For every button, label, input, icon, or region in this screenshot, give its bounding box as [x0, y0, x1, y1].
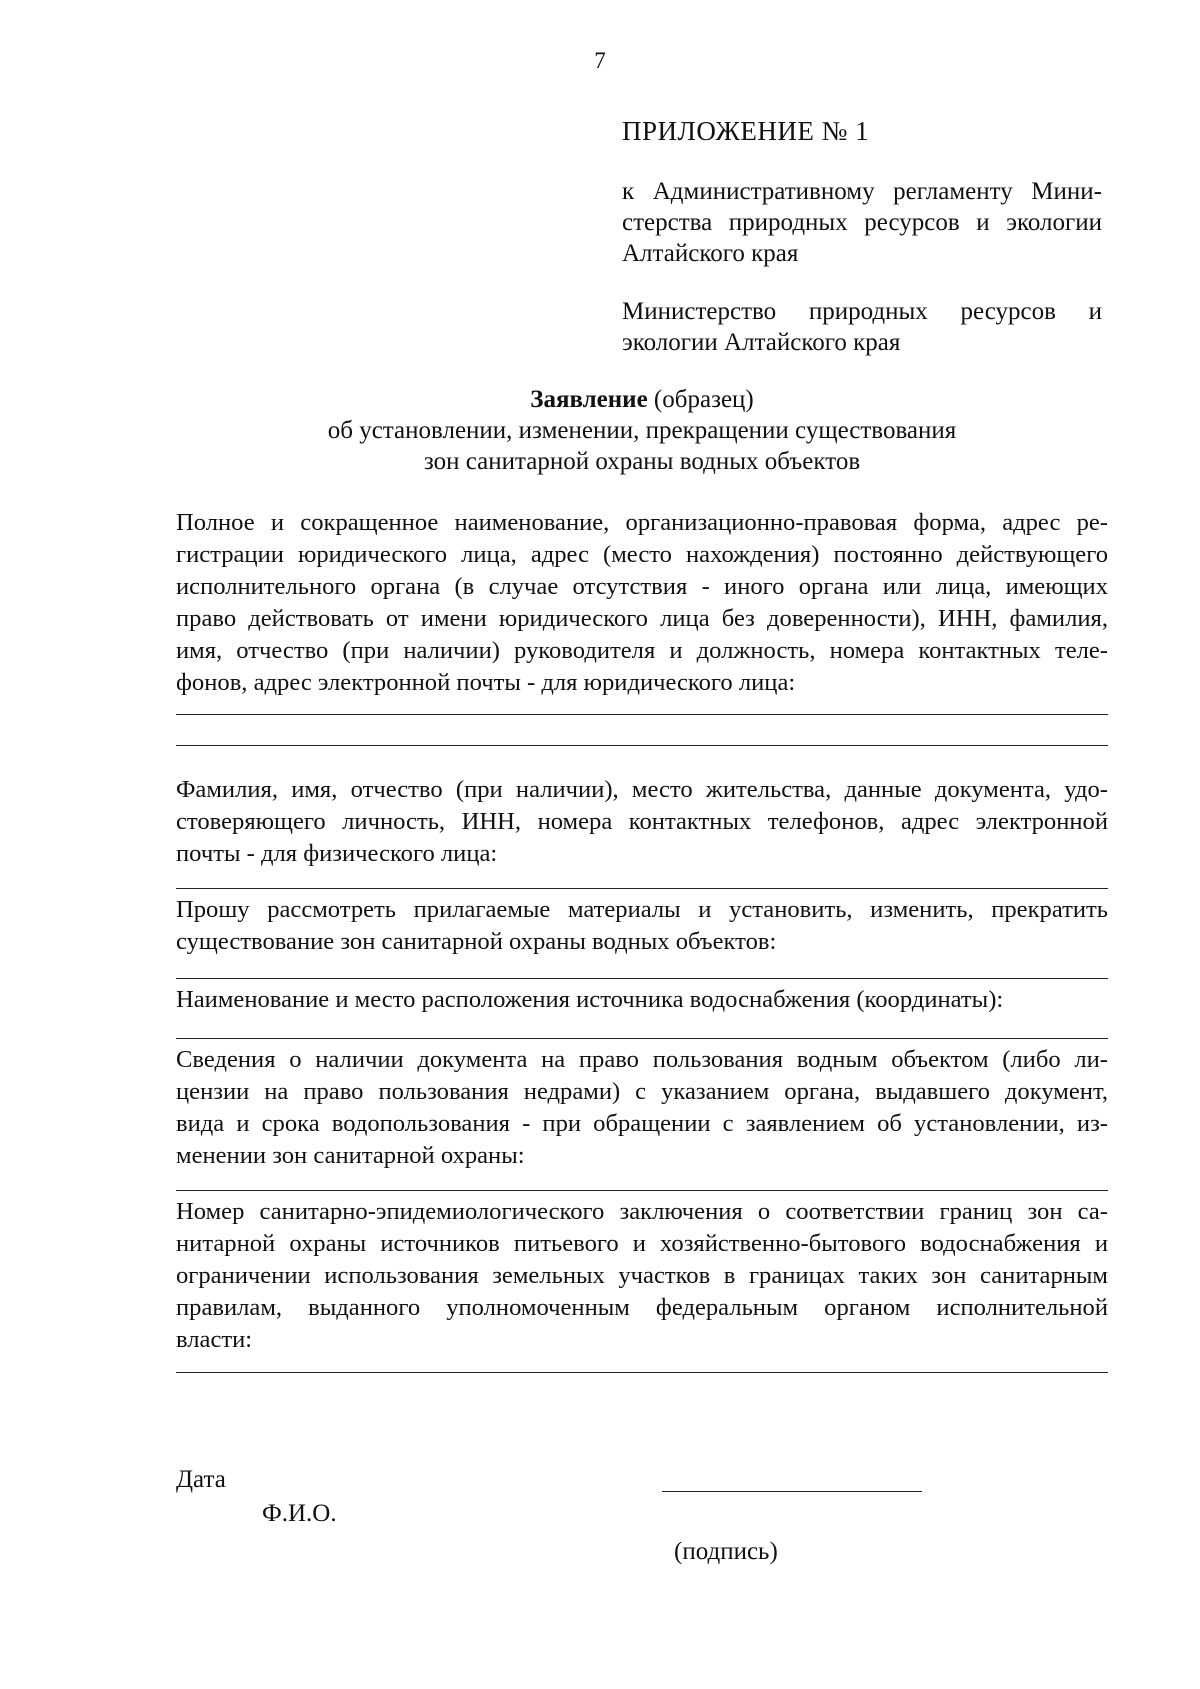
- text-line: правилам, выданного уполномоченным федеральным органом исполнительной: [176, 1294, 1108, 1321]
- regulation-line: к Административному регламенту Мини-: [622, 178, 1102, 205]
- fill-in-line: [176, 1372, 1108, 1373]
- page-number: 7: [594, 48, 606, 73]
- date-label: Дата: [176, 1466, 226, 1493]
- annex-regulation-reference: [622, 176, 1102, 269]
- regulation-line: Алтайского края: [622, 240, 799, 267]
- text-line: власти:: [176, 1326, 253, 1353]
- request-section: [176, 894, 1108, 958]
- text-line: Наименование и место расположения источника водоснабжения (координаты):: [176, 986, 1004, 1013]
- text-line: нитарной охраны источников питьевого и хозяйственно-бытового водоснабжения и: [176, 1230, 1108, 1257]
- recipient-line: Министерство природных ресурсов и: [622, 298, 1102, 325]
- heading-line-1: [176, 384, 1108, 415]
- text-line: Сведения о наличии документа на право пользования водным объектом (либо ли-: [176, 1046, 1108, 1073]
- text-line: менении зон санитарной охраны:: [176, 1142, 525, 1169]
- document-info-section: [176, 1044, 1108, 1172]
- name-label: Ф.И.О.: [262, 1500, 337, 1527]
- legal-entity-section: [176, 507, 1108, 699]
- conclusion-section: [176, 1196, 1108, 1356]
- fill-in-line: [176, 714, 1108, 715]
- text-line: вида и срока водопользования - при обращении с заявлением об установлении, из-: [176, 1110, 1108, 1137]
- text-line: исполнительного органа (в случае отсутствия - иного органа или лица, имеющих: [176, 573, 1108, 600]
- fill-in-line: [176, 978, 1108, 979]
- text-line: цензии на право пользования недрами) с указанием органа, выдавшего документ,: [176, 1078, 1108, 1105]
- heading-suffix: (образец): [647, 386, 754, 413]
- text-line: стоверяющего личность, ИНН, номера контактных телефонов, адрес электронной: [176, 808, 1108, 835]
- annex-title: ПРИЛОЖЕНИЕ № 1: [622, 116, 870, 146]
- text-line: имя, отчество (при наличии) руководителя и должность, номера контактных теле-: [176, 637, 1108, 664]
- fill-in-line: [176, 888, 1108, 889]
- text-line: право действовать от имени юридического лица без доверенности), ИНН, фамилия,: [176, 605, 1108, 632]
- fill-in-line: [176, 1038, 1108, 1039]
- individual-section: [176, 774, 1108, 870]
- signature-caption: (подпись): [674, 1538, 778, 1565]
- text-line: Номер санитарно-эпидемиологического заключения о соответствии границ зон са-: [176, 1198, 1108, 1225]
- recipient-line: экологии Алтайского края: [622, 329, 901, 356]
- text-line: почты - для физического лица:: [176, 840, 498, 867]
- text-line: Полное и сокращенное наименование, организационно-правовая форма, адрес ре-: [176, 509, 1108, 536]
- source-section: [176, 984, 1108, 1016]
- text-line: ограничении использования земельных участков в границах таких зон санитарным: [176, 1262, 1108, 1289]
- text-line: фонов, адрес электронной почты - для юридического лица:: [176, 669, 796, 696]
- text-line: гистрации юридического лица, адрес (место нахождения) постоянно действующего: [176, 541, 1108, 568]
- document-heading: [176, 384, 1108, 477]
- heading-line-2: об установлении, изменении, прекращении существования: [327, 417, 957, 444]
- heading-line-3: зон санитарной охраны водных объектов: [423, 448, 861, 475]
- signature-line: [662, 1491, 922, 1492]
- text-line: существование зон санитарной охраны водных объектов:: [176, 928, 777, 955]
- text-line: Фамилия, имя, отчество (при наличии), место жительства, данные документа, удо-: [176, 776, 1108, 803]
- fill-in-line: [176, 745, 1108, 746]
- heading-bold: Заявление: [530, 386, 648, 413]
- annex-recipient: [622, 296, 1102, 358]
- text-line: Прошу рассмотреть прилагаемые материалы и установить, изменить, прекратить: [176, 896, 1108, 923]
- fill-in-line: [176, 1190, 1108, 1191]
- regulation-line: стерства природных ресурсов и экологии: [622, 209, 1102, 236]
